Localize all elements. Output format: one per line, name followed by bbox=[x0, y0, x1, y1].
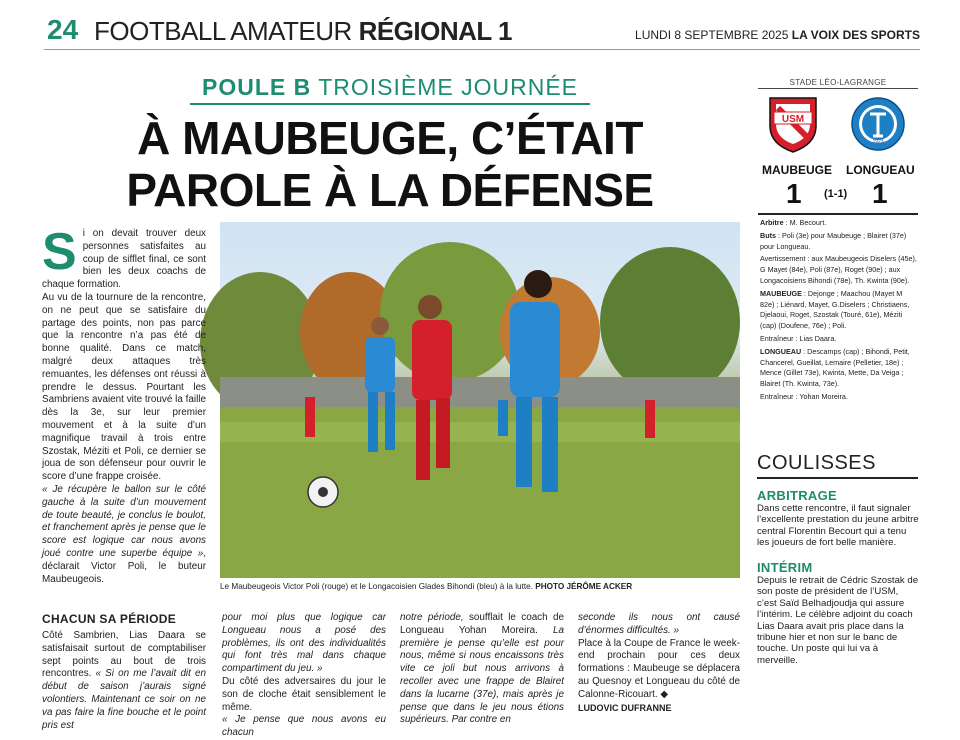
longueau-crest-icon bbox=[850, 96, 906, 152]
publication-name: LA VOIX DES SPORTS bbox=[791, 28, 920, 42]
paragraph: Place à la Coupe de France le week-end prochain pour ces deux formations : Maubeuge se déplacera au Quesnoy et Longueau du côté de Calonne-Ricouart. ◆ bbox=[578, 637, 740, 700]
section-light: FOOTBALL AMATEUR bbox=[94, 16, 359, 46]
paragraph: i on devait trouver deux personnes satisfaites au coup de sifflet final, ce sont bien les deux coachs de chaque formation. bbox=[42, 228, 206, 291]
away-team: LONGUEAU bbox=[846, 163, 915, 177]
coulisses-title: COULISSES bbox=[757, 452, 918, 479]
quote: « Si on me l’avait dit en début de saison j’aurais signé volontiers. Maintenant ce soir on ne va pas faire la fine bouche et le point pris est bbox=[42, 668, 206, 731]
quote-paragraph bbox=[42, 484, 206, 586]
arbitrage-text: Dans cette rencontre, il faut signaler l’excellente prestation du jeune arbitre central Florentin Becourt qui a tenu les joueurs de fort belle manière. bbox=[757, 503, 919, 549]
maubeuge-lineup bbox=[760, 289, 918, 332]
interim-text: Depuis le retrait de Cédric Szostak de son poste de président de l’USM, c’est Saïd Belhadjoudja qui assure l’intérim. Le célèbre adjoint du coach Lias Daara avait pris place dans la tribune hier et non sur le banc de touche. Un poste qui lui va à merveille. bbox=[757, 575, 919, 666]
paragraph: Du côté des adversaires du jour le son de cloche était sensiblement le même. bbox=[222, 675, 386, 713]
referee-line bbox=[760, 218, 918, 229]
half-time-score: (1-1) bbox=[824, 188, 848, 200]
cautions-line: Avertissement : aux Maubeugeois Diselers (45e), G Mayet (84e), Poli (87e), Roget (90e) ; aux Longacoisiens Bihondi (78e), Th. Kwinta (90e). bbox=[760, 254, 917, 285]
photo-caption bbox=[220, 582, 740, 591]
section-bold: RÉGIONAL 1 bbox=[358, 16, 512, 46]
home-score: 1 bbox=[786, 178, 802, 209]
drop-cap: S bbox=[42, 223, 77, 281]
score-box bbox=[758, 74, 918, 214]
home-team: MAUBEUGE bbox=[762, 163, 833, 177]
longueau-logo-year: 1923 bbox=[872, 139, 884, 145]
quote: La première je pense qu’elle est pour nous, même si nous encaissons très vite ce joli but nous arrivons à recoller avec une frappe de Blairet dans la lucarne (37e), mais après je pense que dans le jeu nous étions supérieurs. Par contre en bbox=[400, 624, 564, 726]
paragraph: soufflait le coach de Longueau Yohan Moreira. bbox=[400, 612, 564, 636]
goals-line bbox=[760, 231, 918, 253]
divider bbox=[758, 213, 918, 215]
quote: « Je pense que nous avons eu chacun bbox=[222, 714, 386, 739]
maubeuge-coach: Entraîneur : Lias Daara. bbox=[760, 333, 837, 343]
article-column-4 bbox=[578, 612, 740, 714]
label: MAUBEUGE bbox=[760, 288, 802, 298]
date-text: LUNDI 8 SEPTEMBRE 2025 bbox=[635, 28, 792, 42]
article-column-1 bbox=[42, 223, 206, 586]
article-column-2 bbox=[222, 612, 386, 740]
paragraph: Au vu de la tournure de la rencontre, on ne peut que se satisfaire du partage des points, non pas parce que la rencontre n’a pas été de bonne qualité. Dans ce match, malgré deux attaques très remuantes, les défenses ont réussi à prendre le dessus. Pourtant les Sambriens avaient vite trouvé la faille dès la 3e, sur leur premier mouvement et à la suite d’un magnifique travail à trois entre Szostak, Méziti et Poli, ce dernier se joua de son défenseur pour ouvrir le score d’une frappe croisée. bbox=[42, 291, 206, 483]
label: Buts bbox=[760, 230, 776, 240]
kicker bbox=[190, 74, 590, 105]
quote: pour moi plus que logique car Longueau nous a posé des problèmes, ils ont des individualités qui font très mal dans chaque compartiment du jeu. » bbox=[222, 612, 386, 675]
paragraph: Côté Sambrien, Lias Daara se satisfaisait surtout de comptabiliser sept points au bout de trois rencontres. bbox=[42, 630, 206, 680]
caption-text: Le Maubeugeois Victor Poli (rouge) et le Longacoisien Glades Bihondi (bleu) à la lutte. bbox=[220, 582, 536, 591]
value: : M. Becourt. bbox=[783, 218, 827, 227]
page-number: 24 bbox=[47, 14, 79, 45]
away-score: 1 bbox=[872, 178, 888, 209]
usm-logo-text: USM bbox=[781, 114, 805, 125]
longueau-coach: Entraîneur : Yohan Moreira. bbox=[760, 391, 848, 401]
photo-credit: PHOTO JÉRÔME ACKER bbox=[535, 582, 633, 591]
interim-title: INTÉRIM bbox=[757, 560, 813, 575]
quote-attribution: , déclarait Victor Poli, le buteur Maubeugeois. bbox=[42, 547, 206, 585]
value: : Dejonge ; Maachou (Mayet M 82e) ; Liénard, Mayet, G.Diselers ; Christiaens, Djelaoui, Roget, Szostak (Touré, 61e), Méziti (cap) (Doufene, 76e) ; Poli. bbox=[760, 288, 910, 331]
quote: notre période, bbox=[400, 612, 464, 623]
divider bbox=[758, 88, 918, 89]
quote: seconde ils nous ont causé d’énormes difficultés. » bbox=[578, 612, 740, 636]
issue-date bbox=[635, 28, 920, 42]
value: : Poli (3e) pour Maubeuge ; Blairet (37e) pour Longueau. bbox=[760, 230, 907, 251]
headline-line-1: À MAUBEUGE, C’ÉTAIT bbox=[137, 112, 643, 164]
author-signature: LUDOVIC DUFRANNE bbox=[578, 702, 672, 713]
section-title bbox=[94, 16, 512, 47]
value: : Descamps (cap) ; Bihondi, Petit, Chancerel, Gueillat, Lemaire (Pelletier, 18e) ; Mence (Gillet 73e), Kwinta, Mette, Da Veiga ; Blairet (Th. Kwinta, 73e). bbox=[760, 346, 910, 389]
kicker-bold: POULE B bbox=[201, 74, 312, 100]
label: LONGUEAU bbox=[760, 346, 802, 356]
article-column-1b bbox=[42, 630, 206, 732]
headline bbox=[60, 112, 720, 216]
kicker-light: TROISIÈME JOURNÉE bbox=[311, 74, 578, 100]
football-action-photo bbox=[220, 222, 740, 578]
longueau-lineup bbox=[760, 347, 918, 390]
quote: « Je récupère le ballon sur le côté gauche à la suite d’un mouvement de toute beauté, je conclus le boulot, et franchement après je pense que le score est logique car nous avons joué contre une superbe équipe » bbox=[42, 483, 206, 559]
stadium-name: STADE LÉO-LAGRANGE bbox=[789, 78, 887, 87]
label: Arbitre bbox=[760, 218, 784, 227]
subheading: CHACUN SA PÉRIODE bbox=[42, 612, 177, 626]
arbitrage-title: ARBITRAGE bbox=[757, 488, 837, 503]
match-photo bbox=[220, 222, 740, 578]
page-header bbox=[44, 10, 920, 50]
article-column-3 bbox=[400, 612, 564, 727]
usm-crest-icon bbox=[768, 96, 818, 154]
headline-line-2: PAROLE À LA DÉFENSE bbox=[126, 164, 654, 216]
match-info bbox=[760, 218, 918, 405]
